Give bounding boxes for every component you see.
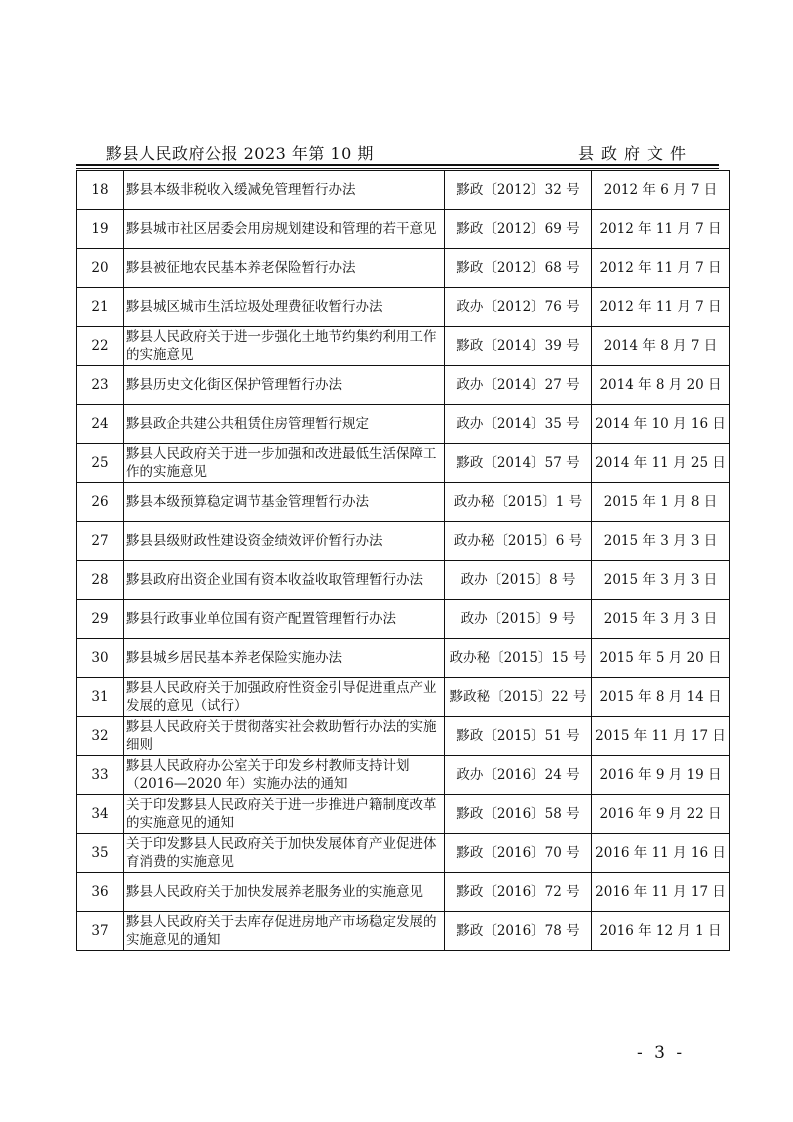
issue-date: 2015 年 3 月 3 日: [592, 561, 730, 600]
table-row: [77, 717, 730, 756]
issue-date: 2012 年 6 月 7 日: [592, 171, 730, 210]
row-number: 34: [77, 795, 124, 834]
document-title: 黟县城乡居民基本养老保险实施办法: [124, 639, 445, 678]
table-row: [77, 327, 730, 366]
row-number: 22: [77, 327, 124, 366]
document-number: 政办〔2015〕9 号: [445, 600, 592, 639]
document-number: 黟政〔2016〕70 号: [445, 834, 592, 873]
document-number: 黟政〔2014〕39 号: [445, 327, 592, 366]
table-row: [77, 639, 730, 678]
table-row: [77, 912, 730, 951]
row-number: 21: [77, 288, 124, 327]
issue-date: 2015 年 8 月 14 日: [592, 678, 730, 717]
table-row: [77, 249, 730, 288]
header-rule-thin: [76, 168, 719, 169]
document-title: 黟县人民政府关于进一步强化土地节约集约利用工作的实施意见: [124, 327, 445, 366]
row-number: 29: [77, 600, 124, 639]
issue-date: 2012 年 11 月 7 日: [592, 288, 730, 327]
row-number: 25: [77, 444, 124, 483]
document-title: 黟县人民政府办公室关于印发乡村教师支持计划（2016—2020 年）实施办法的通知: [124, 756, 445, 795]
document-title: 黟县行政事业单位国有资产配置管理暂行办法: [124, 600, 445, 639]
page-number: - 3 -: [637, 1043, 686, 1063]
document-title: 黟县人民政府关于加快发展养老服务业的实施意见: [124, 873, 445, 912]
document-number: 黟政〔2015〕51 号: [445, 717, 592, 756]
document-number: 黟政〔2014〕57 号: [445, 444, 592, 483]
document-title: 黟县城区城市生活垃圾处理费征收暂行办法: [124, 288, 445, 327]
document-number: 黟政〔2012〕32 号: [445, 171, 592, 210]
table-row: [77, 834, 730, 873]
table-row: [77, 366, 730, 405]
document-title: 黟县本级非税收入缓减免管理暂行办法: [124, 171, 445, 210]
row-number: 26: [77, 483, 124, 522]
document-number: 政办〔2016〕24 号: [445, 756, 592, 795]
issue-date: 2015 年 3 月 3 日: [592, 522, 730, 561]
table-row: [77, 483, 730, 522]
document-number: 黟政〔2016〕78 号: [445, 912, 592, 951]
issue-date: 2015 年 1 月 8 日: [592, 483, 730, 522]
document-title: 黟县人民政府关于加强政府性资金引导促进重点产业发展的意见（试行）: [124, 678, 445, 717]
row-number: 24: [77, 405, 124, 444]
issue-date: 2014 年 10 月 16 日: [592, 405, 730, 444]
document-title: 黟县政府出资企业国有资本收益收取管理暂行办法: [124, 561, 445, 600]
table-row: [77, 795, 730, 834]
document-title: 关于印发黟县人民政府关于进一步推进户籍制度改革的实施意见的通知: [124, 795, 445, 834]
row-number: 32: [77, 717, 124, 756]
document-title: 黟县县级财政性建设资金绩效评价暂行办法: [124, 522, 445, 561]
row-number: 19: [77, 210, 124, 249]
row-number: 20: [77, 249, 124, 288]
document-number: 政办〔2014〕27 号: [445, 366, 592, 405]
row-number: 36: [77, 873, 124, 912]
document-list-table: [76, 170, 730, 951]
document-title: 黟县历史文化街区保护管理暂行办法: [124, 366, 445, 405]
issue-date: 2016 年 9 月 22 日: [592, 795, 730, 834]
document-title: 黟县本级预算稳定调节基金管理暂行办法: [124, 483, 445, 522]
issue-date: 2015 年 5 月 20 日: [592, 639, 730, 678]
document-title: 关于印发黟县人民政府关于加快发展体育产业促进体育消费的实施意见: [124, 834, 445, 873]
issue-date: 2014 年 8 月 7 日: [592, 327, 730, 366]
table-row: [77, 561, 730, 600]
document-number: 政办〔2015〕8 号: [445, 561, 592, 600]
issue-date: 2014 年 11 月 25 日: [592, 444, 730, 483]
issue-date: 2012 年 11 月 7 日: [592, 210, 730, 249]
document-title: 黟县政企共建公共租赁住房管理暂行规定: [124, 405, 445, 444]
row-number: 28: [77, 561, 124, 600]
row-number: 30: [77, 639, 124, 678]
issue-date: 2015 年 3 月 3 日: [592, 600, 730, 639]
row-number: 37: [77, 912, 124, 951]
document-number: 黟政〔2016〕72 号: [445, 873, 592, 912]
issue-date: 2014 年 8 月 20 日: [592, 366, 730, 405]
document-number: 黟政〔2012〕69 号: [445, 210, 592, 249]
issue-date: 2016 年 11 月 16 日: [592, 834, 730, 873]
document-title: 黟县人民政府关于去库存促进房地产市场稳定发展的实施意见的通知: [124, 912, 445, 951]
row-number: 31: [77, 678, 124, 717]
issue-date: 2016 年 11 月 17 日: [592, 873, 730, 912]
issue-date: 2016 年 9 月 19 日: [592, 756, 730, 795]
document-number: 政办〔2012〕76 号: [445, 288, 592, 327]
document-title: 黟县人民政府关于贯彻落实社会救助暂行办法的实施细则: [124, 717, 445, 756]
table-row: [77, 756, 730, 795]
table-row: [77, 405, 730, 444]
row-number: 23: [77, 366, 124, 405]
table-row: [77, 678, 730, 717]
document-title: 黟县人民政府关于进一步加强和改进最低生活保障工作的实施意见: [124, 444, 445, 483]
document-number: 政办秘〔2015〕15 号: [445, 639, 592, 678]
document-number: 政办秘〔2015〕1 号: [445, 483, 592, 522]
document-number: 黟政秘〔2015〕22 号: [445, 678, 592, 717]
row-number: 18: [77, 171, 124, 210]
table-row: [77, 522, 730, 561]
table-row: [77, 288, 730, 327]
document-number: 黟政〔2012〕68 号: [445, 249, 592, 288]
row-number: 33: [77, 756, 124, 795]
document-number: 政办秘〔2015〕6 号: [445, 522, 592, 561]
row-number: 27: [77, 522, 124, 561]
table-row: [77, 444, 730, 483]
table-row: [77, 873, 730, 912]
issue-date: 2012 年 11 月 7 日: [592, 249, 730, 288]
document-title: 黟县城市社区居委会用房规划建设和管理的若干意见: [124, 210, 445, 249]
document-number: 政办〔2014〕35 号: [445, 405, 592, 444]
table-row: [77, 600, 730, 639]
row-number: 35: [77, 834, 124, 873]
section-title: 县政府文件: [578, 144, 694, 163]
table-row: [77, 210, 730, 249]
document-number: 黟政〔2016〕58 号: [445, 795, 592, 834]
issue-date: 2016 年 12 月 1 日: [592, 912, 730, 951]
issue-date: 2015 年 11 月 17 日: [592, 717, 730, 756]
document-title: 黟县被征地农民基本养老保险暂行办法: [124, 249, 445, 288]
bulletin-title: 黟县人民政府公报 2023 年第 10 期: [106, 144, 374, 163]
header-rule-thick: [76, 164, 719, 166]
table-row: [77, 171, 730, 210]
